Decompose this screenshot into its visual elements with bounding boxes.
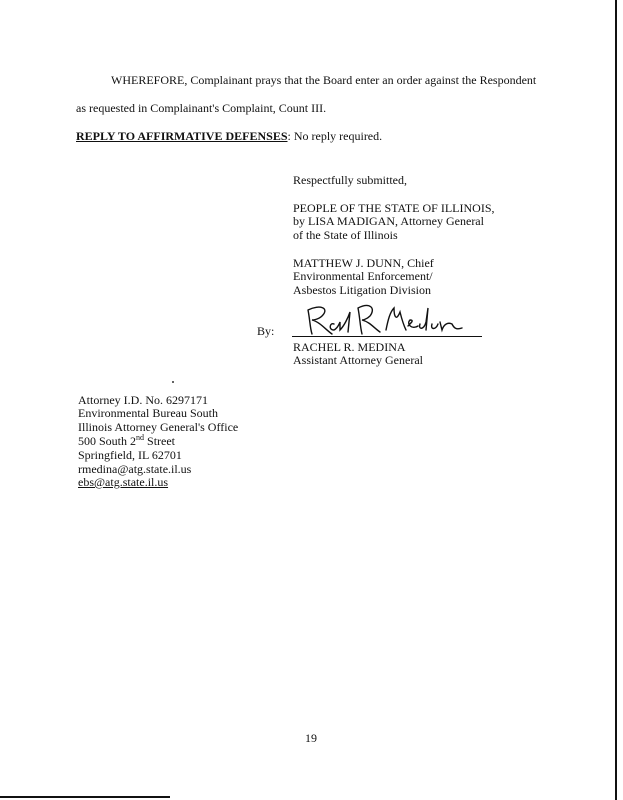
page-number: 19	[305, 731, 317, 745]
address-street: Street	[144, 434, 176, 448]
street-address	[78, 434, 175, 448]
address-superscript: nd	[136, 433, 145, 442]
wherefore-line-2: as requested in Complainant's Complaint, Count III.	[76, 101, 327, 115]
signature-line	[292, 336, 482, 337]
people-line-1: PEOPLE OF THE STATE OF ILLINOIS,	[293, 201, 495, 215]
page-border-bottom	[0, 796, 170, 798]
email-2-link[interactable]: ebs@atg.state.il.us	[78, 475, 169, 489]
page-border-right	[615, 0, 617, 800]
closing: Respectfully submitted,	[293, 173, 407, 187]
address-number: 500 South 2	[78, 434, 137, 448]
reply-paragraph	[76, 129, 382, 143]
handwritten-signature	[300, 300, 470, 340]
by-label: By:	[257, 324, 275, 338]
reply-text: : No reply required.	[287, 129, 383, 143]
city: Springfield, IL 62701	[78, 448, 182, 462]
chief-line-2: Environmental Enforcement/	[293, 269, 433, 283]
signer-title: Assistant Attorney General	[293, 353, 423, 367]
bureau: Environmental Bureau South	[78, 406, 218, 420]
signer-name: RACHEL R. MEDINA	[293, 340, 406, 354]
people-line-3: of the State of Illinois	[293, 228, 398, 242]
attorney-id: Attorney I.D. No. 6297171	[78, 393, 208, 407]
chief-line-1: MATTHEW J. DUNN, Chief	[293, 256, 434, 270]
stray-mark	[172, 381, 174, 383]
wherefore-line-1: WHEREFORE, Complainant prays that the Board enter an order against the Respondent	[111, 73, 537, 87]
office: Illinois Attorney General's Office	[78, 420, 239, 434]
chief-line-3: Asbestos Litigation Division	[293, 283, 431, 297]
email-1[interactable]: rmedina@atg.state.il.us	[78, 462, 192, 476]
reply-heading: REPLY TO AFFIRMATIVE DEFENSES	[76, 129, 288, 143]
people-line-2: by LISA MADIGAN, Attorney General	[293, 214, 484, 228]
